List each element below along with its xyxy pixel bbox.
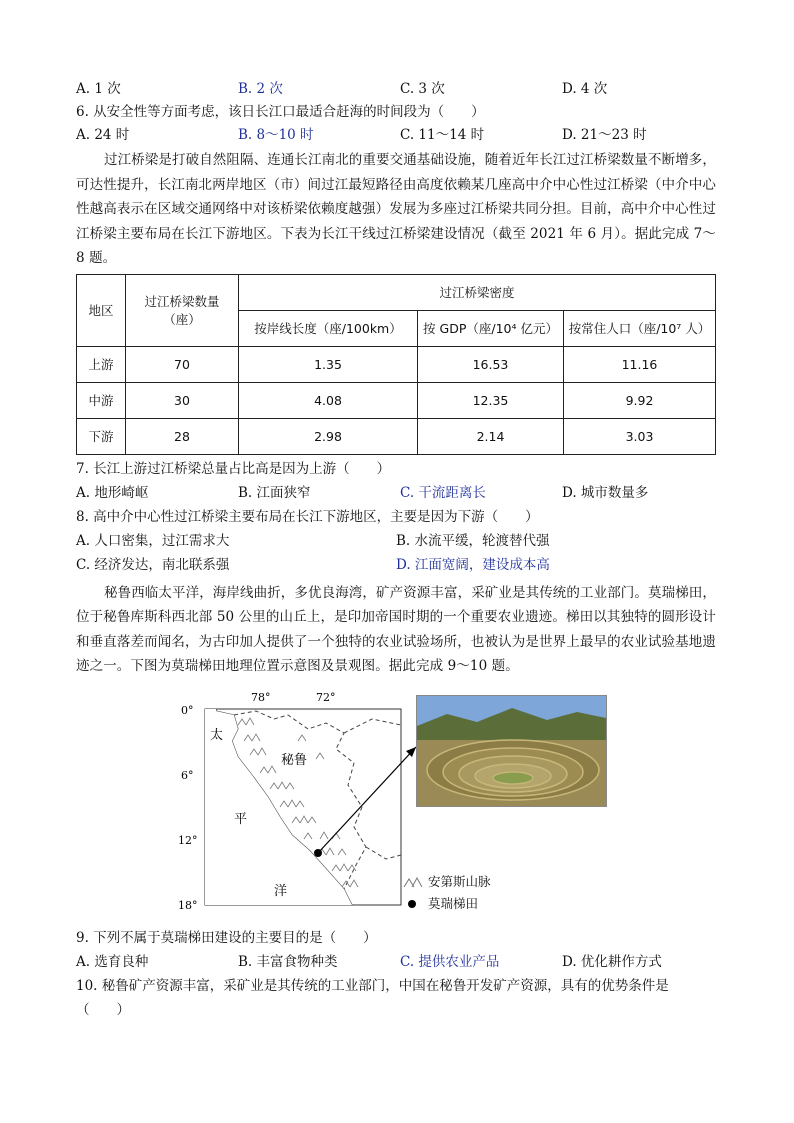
- legend-mountain-label: 安第斯山脉: [428, 873, 491, 889]
- mountain-icon: [402, 875, 428, 889]
- map-legend: [402, 871, 491, 915]
- cell-d1: 1.35: [239, 346, 418, 382]
- q9-option-c[interactable]: C. 提供农业产品: [400, 953, 500, 970]
- moray-figure: [76, 689, 716, 924]
- moray-terraces-photo: [416, 695, 607, 807]
- lat-label-0: 0°: [181, 703, 194, 717]
- q7-option-b[interactable]: B. 江面狭窄: [238, 484, 311, 501]
- q6-option-c[interactable]: C. 11～14 时: [400, 127, 485, 143]
- passage-bridges: 过江桥梁是打破自然阻隔、连通长江南北的重要交通基础设施，随着近年长江过江桥梁数量不断增多，可达性提升，长江南北两岸地区（市）间过江最短路径由高度依赖某几座高中介中心性过江桥梁（中介中心性越高表示在区域交通网络中对该桥梁依赖度越强）发展为多座过江桥梁共同分担。目前，高中介中心性过江桥梁主要布局在长江下游地区。下表为长江干线过江桥梁建设情况（截至 2021 年 6 月）。据此完成 7～8 题。: [76, 152, 716, 266]
- lat-label-12: 12°: [178, 833, 198, 847]
- cell-d1: 2.98: [239, 418, 418, 454]
- q6-option-d[interactable]: D. 21～23 时: [562, 127, 647, 143]
- q8-option-d[interactable]: D. 江面宽阔，建设成本高: [396, 556, 550, 573]
- q8-options-row2: [76, 553, 716, 577]
- q10-stem: 10. 秘鲁矿产资源丰富，采矿业是其传统的工业部门，中国在秘鲁开发矿产资源，具有的优势条件是: [76, 977, 669, 994]
- q6-option-b[interactable]: B. 8～10 时: [238, 127, 314, 143]
- cell-d2: 12.35: [418, 382, 564, 418]
- lon-label-78: 78°: [251, 690, 271, 704]
- legend-site: [402, 893, 491, 915]
- th-density-shoreline: 按岸线长度（座/100km）: [239, 310, 418, 346]
- site-dot-icon: [402, 897, 428, 911]
- q7-option-c[interactable]: C. 干流距离长: [400, 484, 486, 501]
- q5-option-a[interactable]: A. 1 次: [76, 81, 121, 97]
- legend-site-label: 莫瑞梯田: [428, 895, 479, 911]
- q9-option-b[interactable]: B. 丰富食物种类: [238, 953, 338, 970]
- th-density: 过江桥梁密度: [239, 274, 716, 310]
- q5-option-b[interactable]: B. 2 次: [238, 81, 283, 97]
- cell-count: 30: [126, 382, 239, 418]
- q5-options: [76, 78, 716, 100]
- ocean-label-ping: 平: [234, 811, 248, 827]
- table-row: [77, 418, 716, 454]
- th-density-population: 按常住人口（座/10⁷ 人）: [564, 310, 716, 346]
- table-row: [77, 346, 716, 382]
- q7-option-a[interactable]: A. 地形崎岖: [76, 484, 149, 501]
- th-density-gdp: 按 GDP（座/10⁴ 亿元）: [418, 310, 564, 346]
- cell-d3: 3.03: [564, 418, 716, 454]
- th-region: 地区: [77, 274, 126, 346]
- exam-page: [76, 78, 716, 1022]
- q9-options: [76, 950, 716, 974]
- passage-peru: 秘鲁西临太平洋，海岸线曲折，多优良海湾，矿产资源丰富，采矿业是其传统的工业部门。莫瑞梯田，位于秘鲁库斯科西北部 50 公里的山丘上，是印加帝国时期的一个重要农业遗迹。梯田以其独特的圆形设计和垂直落差而闻名，为古印加人提供了一个独特的农业试验场所，也被认为是世界上最早的农业试验基地遗迹之一。下图为莫瑞梯田地理位置示意图及景观图。据此完成 9～10 题。: [76, 584, 716, 674]
- bridge-table: [76, 274, 716, 455]
- terrace-center: [493, 772, 533, 784]
- terraces-illustration: [417, 696, 606, 806]
- q8-option-c[interactable]: C. 经济发达，南北联系强: [76, 556, 230, 573]
- q8-option-a[interactable]: A. 人口密集，过江需求大: [76, 532, 230, 549]
- ocean-label-tai: 太: [210, 727, 224, 743]
- q7-options: [76, 481, 716, 505]
- q7-option-d[interactable]: D. 城市数量多: [562, 484, 649, 501]
- cell-region: 下游: [77, 418, 126, 454]
- q9-option-a[interactable]: A. 选育良种: [76, 953, 149, 970]
- lon-label-72: 72°: [316, 690, 336, 704]
- legend-mountain: [402, 871, 491, 893]
- cell-region: 中游: [77, 382, 126, 418]
- lat-label-18: 18°: [178, 898, 198, 912]
- cell-region: 上游: [77, 346, 126, 382]
- th-count: 过江桥梁数量（座）: [126, 274, 239, 346]
- cell-d3: 9.92: [564, 382, 716, 418]
- cell-d2: 16.53: [418, 346, 564, 382]
- ocean-label-yang: 洋: [274, 883, 288, 899]
- q6-option-a[interactable]: A. 24 时: [76, 127, 130, 143]
- q6-stem: 6. 从安全性等方面考虑，该日长江口最适合赶海的时间段为（ ）: [76, 104, 485, 120]
- q10-blank: （ ）: [76, 1001, 130, 1018]
- cell-d1: 4.08: [239, 382, 418, 418]
- cell-count: 70: [126, 346, 239, 382]
- q9-stem: 9. 下列不属于莫瑞梯田建设的主要目的是（ ）: [76, 929, 377, 946]
- lat-label-6: 6°: [181, 768, 194, 782]
- q8-options-row1: [76, 529, 716, 553]
- q9-option-d[interactable]: D. 优化耕作方式: [562, 953, 662, 970]
- cell-count: 28: [126, 418, 239, 454]
- cell-d3: 11.16: [564, 346, 716, 382]
- table-row: [77, 382, 716, 418]
- q5-option-d[interactable]: D. 4 次: [562, 81, 608, 97]
- q7-stem: 7. 长江上游过江桥梁总量占比高是因为上游（ ）: [76, 460, 391, 477]
- q8-option-b[interactable]: B. 水流平缓，轮渡替代强: [396, 532, 550, 549]
- cell-d2: 2.14: [418, 418, 564, 454]
- q8-stem: 8. 高中介中心性过江桥梁主要布局在长江下游地区，主要是因为下游（ ）: [76, 508, 539, 525]
- q5-option-c[interactable]: C. 3 次: [400, 81, 445, 97]
- country-label: 秘鲁: [281, 752, 308, 768]
- q6-options: [76, 124, 716, 146]
